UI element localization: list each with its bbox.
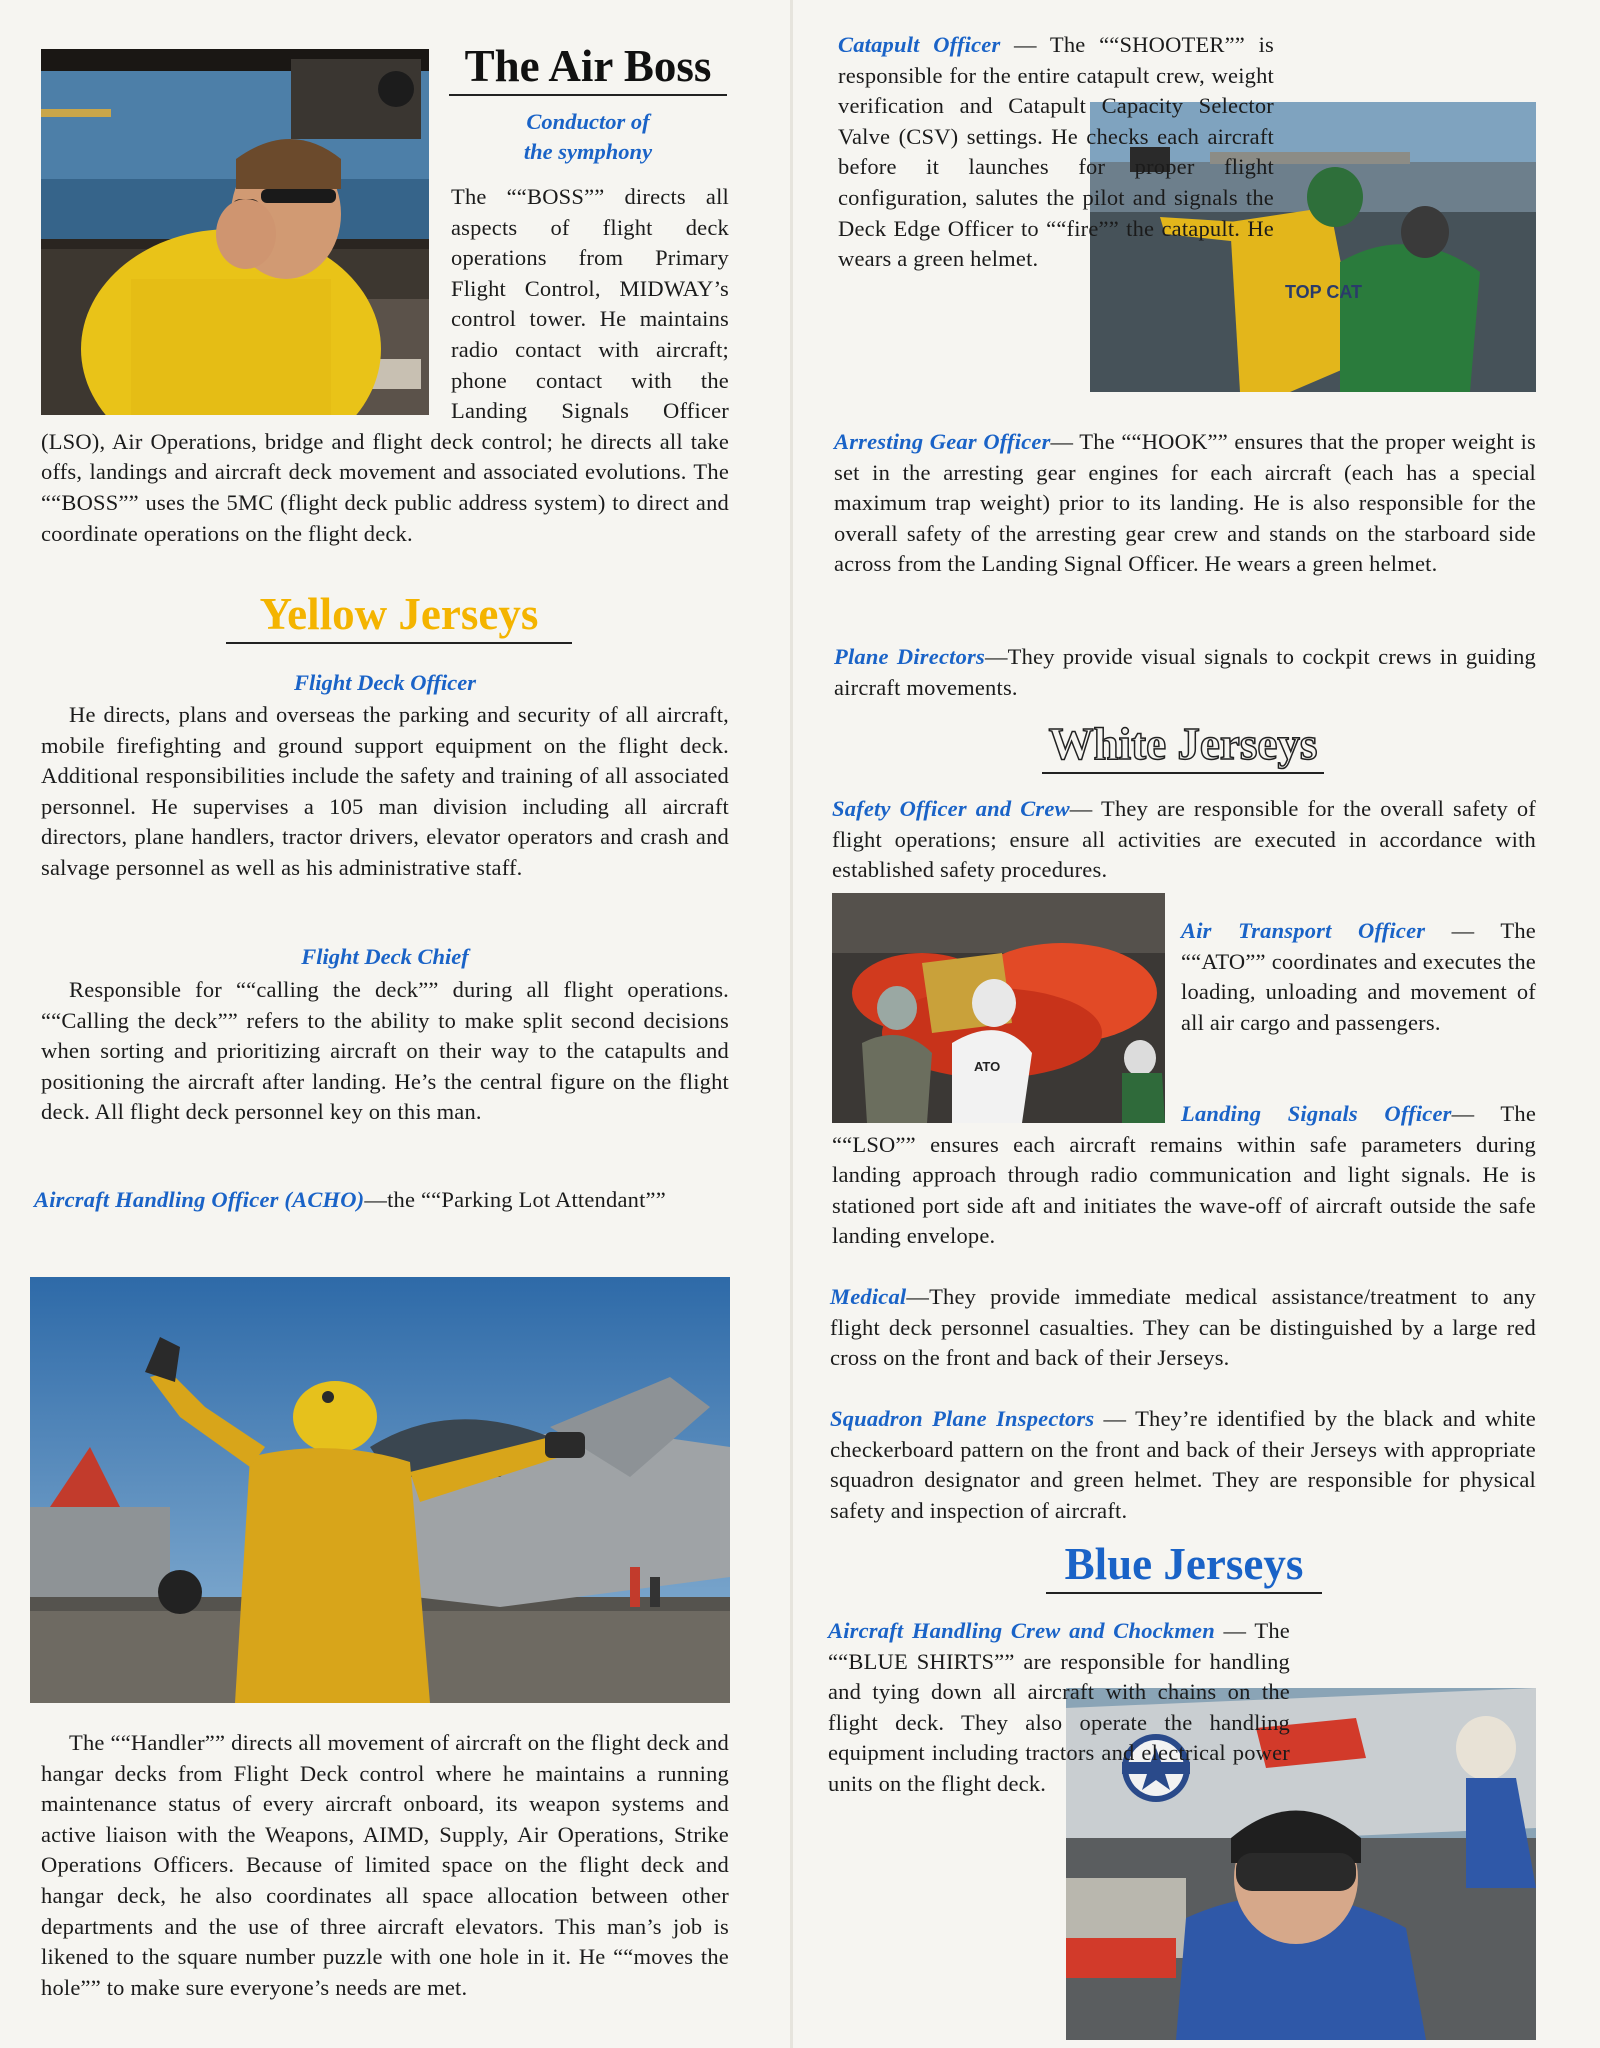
air-boss-title: The Air Boss (446, 40, 730, 96)
lso-lead: Landing Signals Officer (1181, 1101, 1452, 1126)
safety-body: — They are responsible for the overall safety of flight operations; ensure all activities are executed in accordance with established safety procedures. (832, 796, 1536, 883)
safety-lead: Safety Officer and Crew (832, 796, 1070, 821)
blue-jerseys-title: Blue Jerseys (1046, 1538, 1322, 1594)
catapult-lead: Catapult Officer (838, 32, 1001, 57)
ato-entry (832, 916, 1536, 1066)
ato-body: — The ““ATO”” coordinates and executes the loading, unloading and movement of all air cargo and passengers. (1181, 918, 1536, 1035)
arresting-body: — The ““HOOK”” ensures that the proper weight is set in the arresting gear engines for each aircraft (each has a special maximum trap weight) prior to its landing. He is also responsible for the overall safety of the arresting gear crew and stands on the starboard side across from the Landing Signal Officer. He wears a green helmet. (834, 429, 1536, 577)
lso-entry (832, 1099, 1536, 1252)
handler-body: The ““Handler”” directs all movement of aircraft on the flight deck and hangar decks from Flight Deck control where he maintains a running maintenance status of every aircraft onboard, its weapon systems and active liaison with the Weapons, AIMD, Supply, Air Operations, Strike Operations Officers. Because of limited space on the flight deck and hangar deck, he also coordinates all space allocation between other departments and the use of three aircraft elevators. This man’s job is likened to the square number puzzle with one hole in it. He ““moves the hole”” to make sure everyone’s needs are met. (41, 1730, 729, 2000)
safety-entry (832, 794, 1536, 886)
catapult-entry (838, 30, 1536, 433)
medical-body: —They provide immediate medical assistance/treatment to any flight deck personnel casualties. They can be distinguished by a large red cross on the front and back of their Jerseys. (830, 1284, 1536, 1371)
chockmen-entry (828, 1616, 1536, 1948)
inspectors-lead: Squadron Plane Inspectors (830, 1406, 1095, 1431)
cat-jersey-text: TOP CAT (1285, 282, 1363, 302)
catapult-body: — The ““SHOOTER”” is responsible for the entire catapult crew, weight verification and Catapult Capacity Selector Valve (CSV) settings. He checks each aircraft before it launches for proper flight configuration, salutes the pilot and signals the Deck Edge Officer to ““fire”” the catapult. He wears a green helmet. (838, 32, 1274, 272)
chockmen-lead: Aircraft Handling Crew and Chockmen (828, 1618, 1215, 1643)
flight-deck-officer-heading: Flight Deck Officer (293, 670, 477, 695)
arresting-entry (834, 427, 1536, 580)
air-boss-body: The ““BOSS”” directs all aspects of flight deck operations from Primary Flight Control, MIDWAY’s control tower. He maintains radio contact with aircraft; phone contact with the Landing Signals Officer (LSO), Air Operations, bridge and flight deck control; he directs all take offs, landings and aircraft deck movement and associated evolutions. The ““BOSS”” uses the 5MC (flight deck public address system) to direct and coordinate operations on the flight deck. (41, 184, 729, 546)
inspectors-body: — They’re identified by the black and white checkerboard pattern on the front and back of their Jerseys with appropriate squadron designator and green helmet. They are responsible for physical safety and inspection of aircraft. (830, 1406, 1536, 1523)
air-boss-subtitle: Conductor of the symphony (523, 109, 653, 164)
inspectors-entry (830, 1404, 1536, 1526)
ato-jersey-text: ATO (974, 1059, 1001, 1074)
flight-deck-chief-body: Responsible for ““calling the deck”” during all flight operations. ““Calling the deck”” refers to the ability to make split second decisions when sorting and prioritizing aircraft on their way to the catapults and positioning the aircraft after landing. He’s the central figure on the flight deck. All flight deck personnel key on this man. (41, 977, 729, 1125)
flight-deck-officer-body: He directs, plans and overseas the parking and security of all aircraft, mobile firefighting and ground support equipment on the flight deck. Additional responsibilities include the safety and training of all associated personnel. He supervises a 105 man division including all aircraft directors, plane handlers, tractor drivers, elevator operators and crash and salvage personnel as well as his administrative staff. (41, 702, 729, 880)
medical-entry (830, 1282, 1536, 1374)
ato-lead: Air Transport Officer (1181, 918, 1426, 943)
right-column (828, 0, 1538, 2048)
acho-rest: —the ““Parking Lot Attendant”” (364, 1187, 666, 1212)
medical-lead: Medical (830, 1284, 907, 1309)
page-fold (790, 0, 793, 2048)
plane-directors-entry (834, 642, 1536, 703)
flight-deck-chief-heading: Flight Deck Chief (301, 944, 469, 969)
handler-photo (30, 1277, 730, 1703)
acho-lead: Aircraft Handling Officer (ACHO) (34, 1187, 365, 1212)
acho-entry (34, 1185, 729, 1216)
yellow-jerseys-title: Yellow Jerseys (226, 588, 572, 644)
plane-directors-lead: Plane Directors (834, 644, 985, 669)
chockmen-body: — The ““BLUE SHIRTS”” are responsible for handling and tying down all aircraft with chains on the flight deck. They also operate the handling equipment including tractors and electrical power units on the flight deck. (828, 1618, 1290, 1796)
white-jerseys-title: White Jerseys (1033, 718, 1333, 774)
left-column (30, 0, 740, 2048)
lso-body: — The ““LSO”” ensures each aircraft remains within safe parameters during landing approach through radio communication and light signals. He is stationed port side aft and initiates the wave-off of aircraft outside the safe landing envelope. (832, 1101, 1537, 1249)
plane-directors-body: —They provide visual signals to cockpit crews in guiding aircraft movements. (834, 644, 1536, 700)
arresting-lead: Arresting Gear Officer (834, 429, 1051, 454)
